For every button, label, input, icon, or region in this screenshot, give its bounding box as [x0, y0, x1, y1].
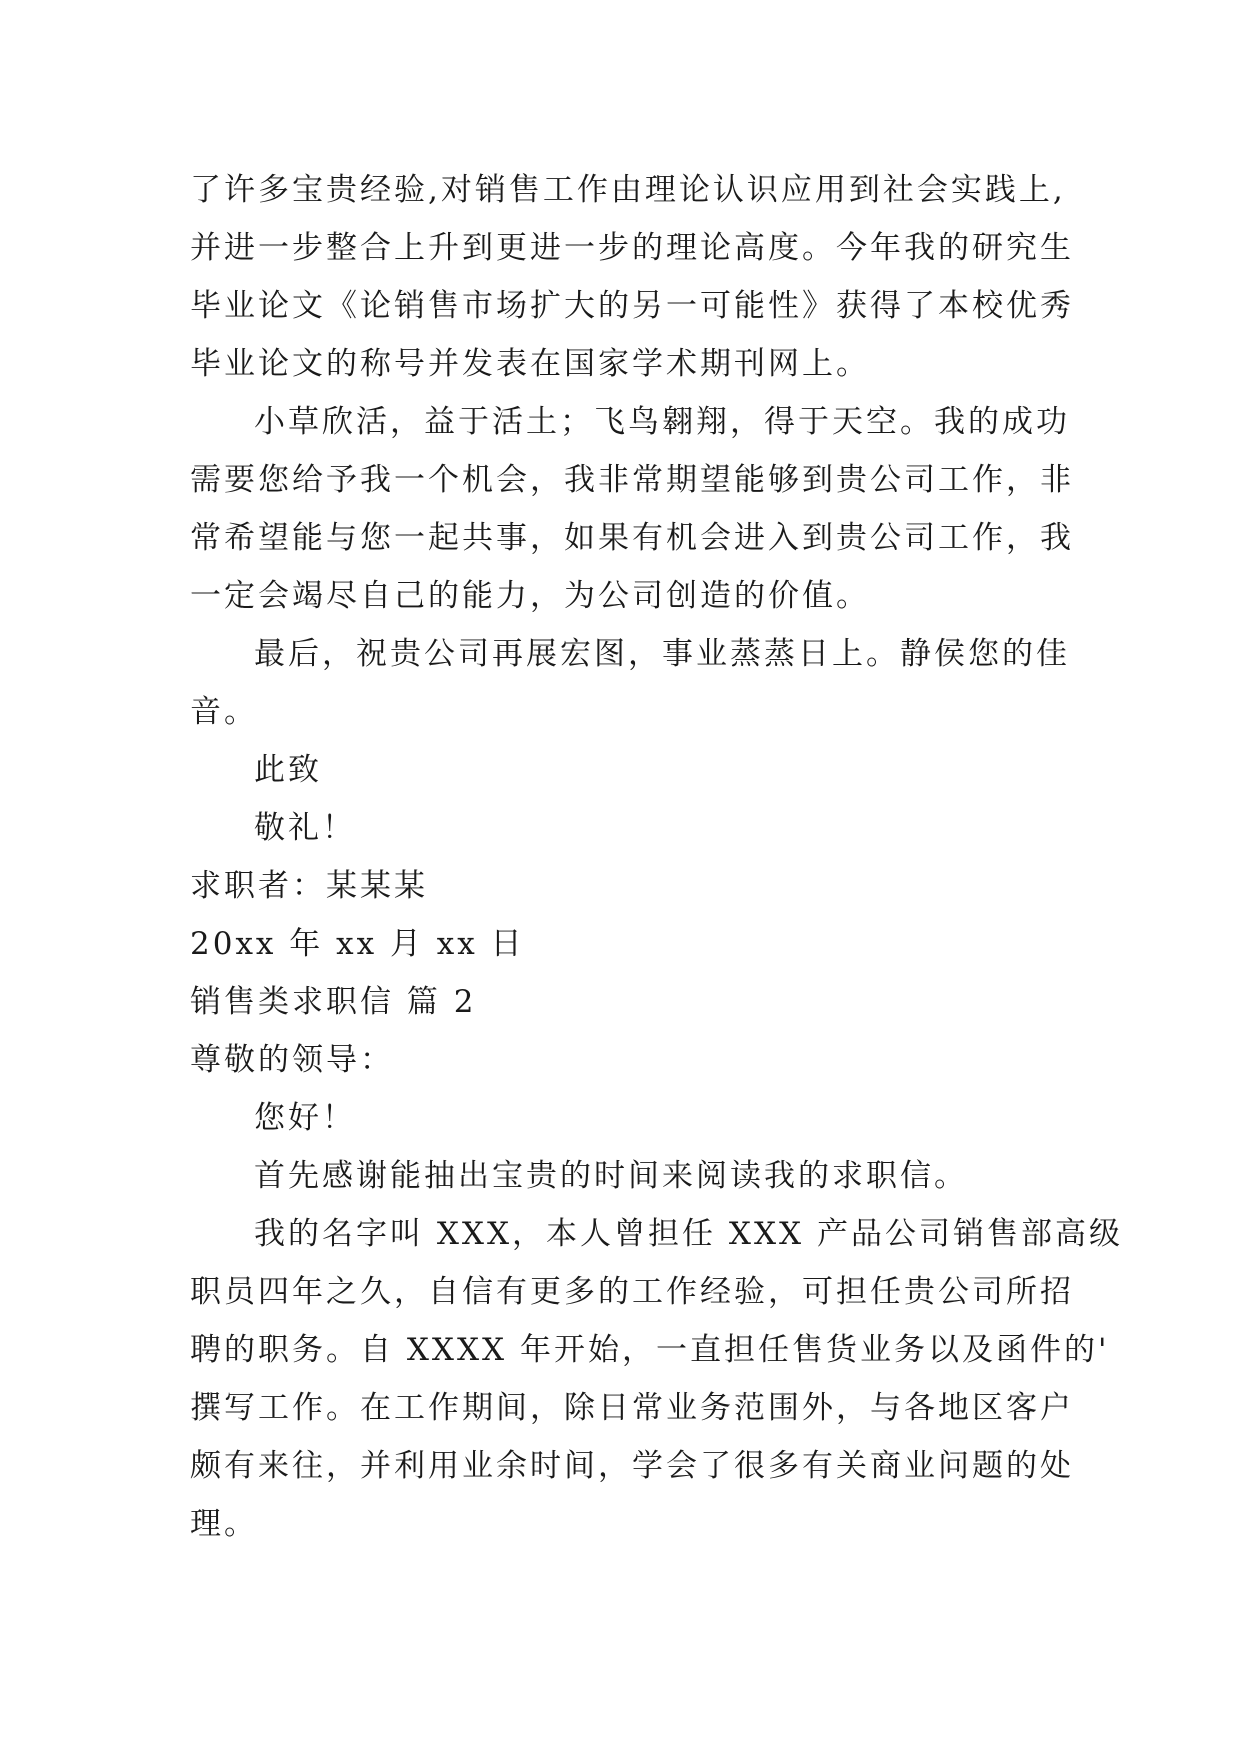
paragraph-start-line: 我的名字叫 XXX，本人曾担任 XXX 产品公司销售部高级: [254, 1216, 1123, 1252]
section-title: 销售类求职信 篇 2: [190, 984, 477, 1020]
text-line: 撰写工作。在工作期间，除日常业务范围外，与各地区客户: [190, 1390, 1074, 1426]
text-line: 职员四年之久，自信有更多的工作经验，可担任贵公司所招: [190, 1274, 1074, 1310]
date-line: 20xx 年 xx 月 xx 日: [190, 926, 525, 962]
greeting-hello: 您好！: [254, 1100, 356, 1136]
text-line: 聘的职务。自 XXXX 年开始，一直担任售货业务以及函件的': [190, 1332, 1110, 1368]
signature-line: 求职者：某某某: [190, 868, 428, 904]
text-line: 理。: [190, 1506, 258, 1542]
text-line: 一定会竭尽自己的能力，为公司创造的价值。: [190, 578, 870, 614]
paragraph-start-line: 首先感谢能抽出宝贵的时间来阅读我的求职信。: [254, 1158, 968, 1194]
paragraph-start-line: 最后，祝贵公司再展宏图，事业蒸蒸日上。静侯您的佳: [254, 636, 1070, 672]
text-line: 毕业论文《论销售市场扩大的另一可能性》获得了本校优秀: [190, 288, 1074, 324]
text-line: 音。: [190, 694, 258, 730]
text-line: 需要您给予我一个机会，我非常期望能够到贵公司工作，非: [190, 462, 1074, 498]
text-line: 并进一步整合上升到更进一步的理论高度。今年我的研究生: [190, 230, 1074, 266]
text-line: 常希望能与您一起共事，如果有机会进入到贵公司工作，我: [190, 520, 1074, 556]
paragraph-start-line: 小草欣活，益于活土；飞鸟翱翔，得于天空。我的成功: [254, 404, 1070, 440]
closing-salutation: 此致: [254, 752, 322, 788]
greeting-line: 尊敬的领导：: [190, 1042, 394, 1078]
text-line: 颇有来往，并利用业余时间，学会了很多有关商业问题的处: [190, 1448, 1074, 1484]
text-line: 毕业论文的称号并发表在国家学术期刊网上。: [190, 346, 870, 382]
closing-regards: 敬礼！: [254, 810, 356, 846]
text-line: 了许多宝贵经验,对销售工作由理论认识应用到社会实践上,: [190, 172, 1066, 208]
